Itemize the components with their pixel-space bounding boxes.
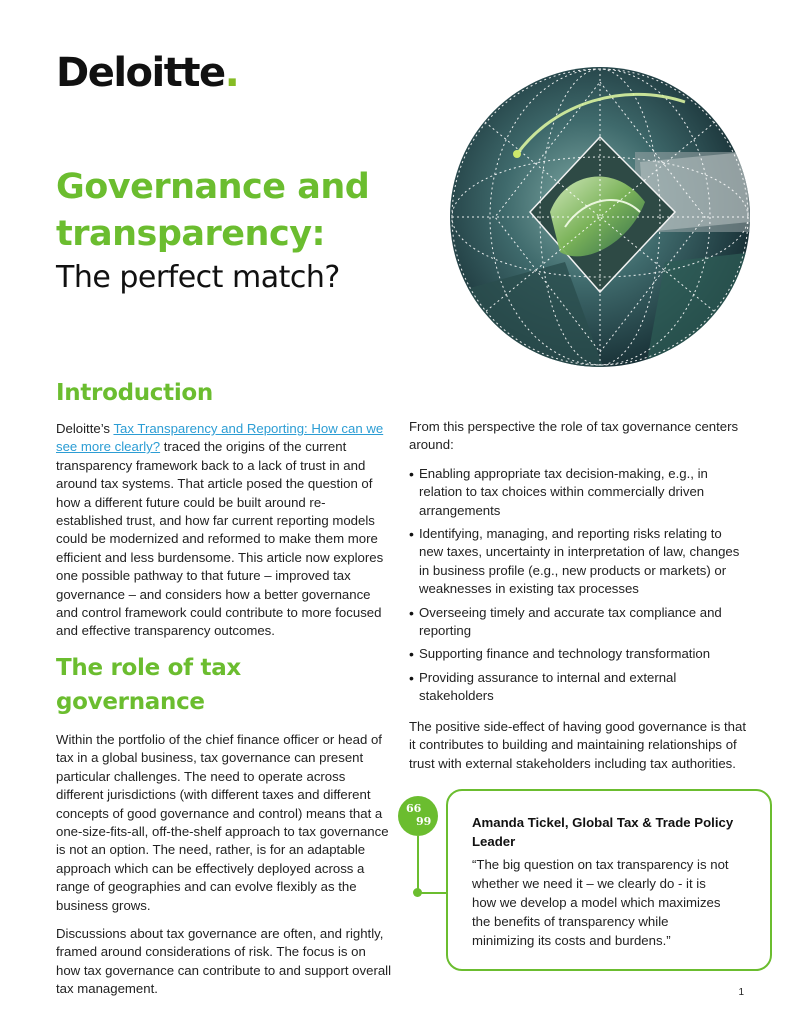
list-item: • Overseeing timely and accurate tax compliance and reporting <box>409 604 749 641</box>
pull-quote-box <box>446 789 772 971</box>
role-paragraph-1: Within the portfolio of the chief finance officer or head of tax in a global business, tax governance can present particular challenges. The need to operate across different jurisdictions (with different taxes and different concepts of good governance and control) means that a one-size-fits-all, off-the-shelf approach to tax governance is not an option. The need, rather, is for an adaptable approach which can be effectively deployed across a range of geographies and can evolve flexibly as the business grows. <box>56 731 389 913</box>
deloitte-logo: Deloitte. <box>56 50 239 96</box>
subtitle: The perfect match? <box>56 260 340 295</box>
quote-icon: 66 99 <box>398 796 438 836</box>
hero-globe-image <box>445 62 755 372</box>
governance-roles-list <box>409 465 749 706</box>
list-item: • Supporting finance and technology transformation <box>409 645 749 663</box>
page-number: 1 <box>738 987 744 998</box>
intro-paragraph: Deloitte’s Tax Transparency and Reporting: How can we see more clearly? traced the origins of the current transparency framework back to a lack of trust in and around tax systems. That article posed the question of how a different future could be built around re-established trust, and how far current reporting models could be modernized and reformed to make them more efficient and less burdensome. This article now explores one possible pathway to that future – improved tax governance – and considers how a better governance and control framework could contribute to more focused and effective transparency outcomes. <box>56 421 384 639</box>
document-title <box>56 164 436 298</box>
list-item: • Providing assurance to internal and external stakeholders <box>409 669 749 706</box>
quote-connector-dot <box>413 888 422 897</box>
quote-author: Amanda Tickel, Global Tax & Trade Policy Leader <box>472 815 734 849</box>
title-line-1: Governance and <box>56 167 370 207</box>
title-line-2: transparency: <box>56 214 326 254</box>
quote-connector-line <box>417 836 419 894</box>
intro-heading: Introduction <box>56 380 213 406</box>
list-item: • Enabling appropriate tax decision-making, e.g., in relation to tax choices within commercially driven arrangements <box>409 465 749 520</box>
left-column <box>56 376 392 1009</box>
role-lead-text: From this perspective the role of tax governance centers around: <box>409 419 739 453</box>
role-heading: The role of tax governance <box>56 654 241 715</box>
list-item: • Identifying, managing, and reporting risks relating to new taxes, uncertainty in interpretation of law, changes in business profile (e.g., new products or markets) or weaknesses in existing tax processes <box>409 525 749 599</box>
role-paragraph-2: Discussions about tax governance are often, and rightly, framed around considerations of risk. The focus is on how tax governance can contribute to and support overall tax management. <box>56 925 392 997</box>
closing-paragraph: The positive side-effect of having good governance is that it contributes to building and maintaining relationships of trust with external stakeholders including tax authorities. <box>409 718 746 771</box>
right-column <box>409 418 749 783</box>
tax-transparency-article-link[interactable]: Tax Transparency and Reporting: How can we see more clearly? <box>56 421 384 455</box>
quote-text: “The big question on tax transparency is not whether we need it – we clearly do - it is how we develop a model which maximizes the benefits of transparency while minimizing its costs and burdens.” <box>472 857 729 948</box>
